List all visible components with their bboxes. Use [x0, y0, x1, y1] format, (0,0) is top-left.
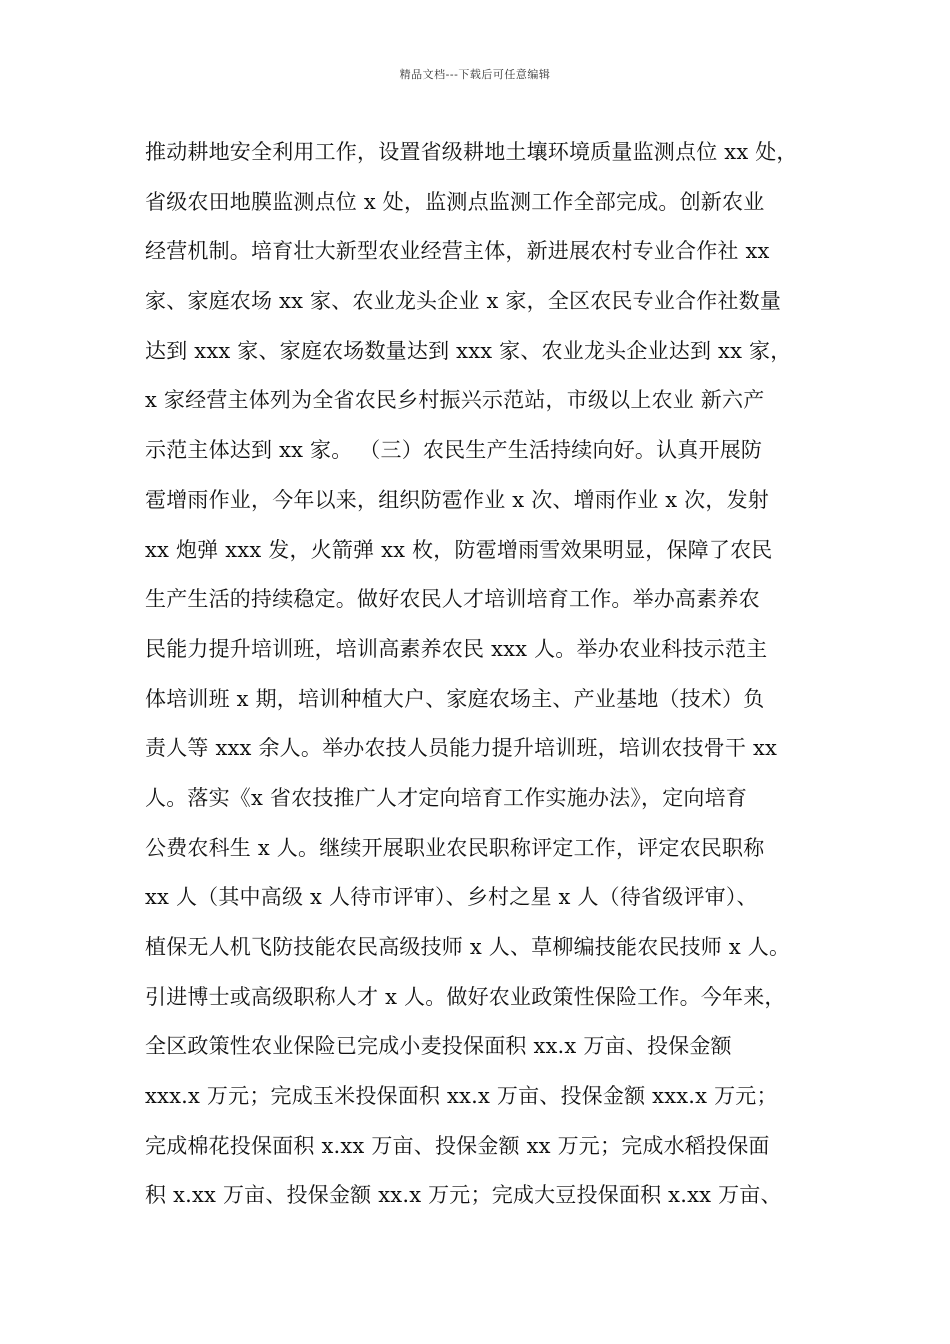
text-line: 民能力提升培训班，培训高素养农民 xxx 人。举办农业科技示范主: [145, 636, 768, 661]
text-line: 人。落实《x 省农技推广人才定向培育工作实施办法》，定向培育: [145, 785, 748, 810]
text-line: 示范主体达到 xx 家。 （三）农民生产生活持续向好。认真开展防: [145, 438, 763, 463]
text-line: 经营机制。培育壮大新型农业经营主体，新进展农村专业合作社 xx: [145, 239, 770, 264]
text-line: 达到 xxx 家、家庭农场数量达到 xxx 家、农业龙头企业达到 xx 家，: [145, 338, 792, 363]
text-line: x 家经营主体列为全省农民乡村振兴示范站，市级以上农业 新六产: [145, 388, 765, 413]
text-line: 雹增雨作业，今年以来，组织防雹作业 x 次、增雨作业 x 次，发射: [145, 487, 769, 512]
text-line: xx 炮弹 xxx 发，火箭弹 xx 枚，防雹增雨雪效果明显，保障了农民: [145, 537, 773, 562]
text-line: 体培训班 x 期，培训种植大户、家庭农场主、产业基地（技术）负: [145, 686, 765, 711]
text-line: 公费农科生 x 人。继续开展职业农民职称评定工作，评定农民职称: [145, 835, 765, 860]
text-line: 责人等 xxx 余人。举办农技人员能力提升培训班，培训农技骨干 xx: [145, 736, 778, 761]
text-line: 家、家庭农场 xx 家、农业龙头企业 x 家，全区农民专业合作社数量: [145, 289, 782, 314]
text-line: 生产生活的持续稳定。做好农民人才培训培育工作。举办高素养农: [145, 587, 760, 612]
text-line: xxx.x 万元；完成玉米投保面积 xx.x 万亩、投保金额 xxx.x 万元；: [145, 1084, 778, 1109]
text-line: 植保无人机飞防技能农民高级技师 x 人、草柳编技能农民技师 x 人。: [145, 935, 791, 959]
text-line: 推动耕地安全利用工作，设置省级耕地土壤环境质量监测点位 xx 处，: [145, 140, 798, 164]
text-line: 全区政策性农业保险已完成小麦投保面积 xx.x 万亩、投保金额: [145, 1034, 732, 1059]
page-header-note: 精品文档---下载后可任意编辑: [399, 68, 551, 81]
text-line: 引进博士或高级职称人才 x 人。做好农业政策性保险工作。今年来，: [145, 984, 786, 1009]
text-line: xx 人（其中高级 x 人待市评审）、乡村之星 x 人（待省级评审）、: [145, 885, 758, 910]
text-line: 积 x.xx 万亩、投保金额 xx.x 万元；完成大豆投保面积 x.xx 万亩、: [145, 1183, 782, 1208]
body-text: [145, 128, 820, 1221]
text-line: 省级农田地膜监测点位 x 处，监测点监测工作全部完成。创新农业: [145, 189, 765, 214]
text-line: 完成棉花投保面积 x.xx 万亩、投保金额 xx 万元；完成水稻投保面: [145, 1133, 770, 1158]
